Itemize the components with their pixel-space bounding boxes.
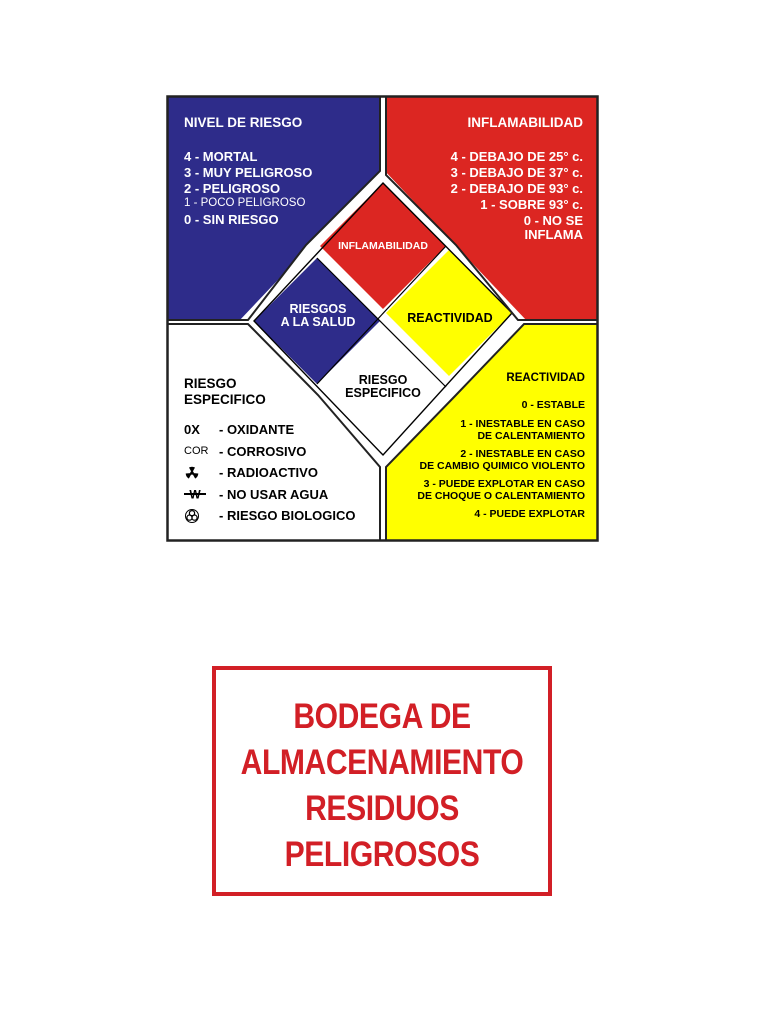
health-title: NIVEL DE RIESGO [184, 115, 303, 130]
legend-row-radioactive [184, 462, 356, 484]
flam-level-1: 1 - SOBRE 93° c. [480, 197, 583, 212]
reac-level-3: 3 - PUEDE EXPLOTAR EN CASO [423, 478, 585, 490]
sign-text [216, 694, 548, 878]
legend-row-no-water [184, 484, 356, 506]
reac-level-4: 4 - PUEDE EXPLOTAR [474, 508, 585, 520]
flam-level-0-cont: INFLAMA [524, 227, 583, 242]
reac-level-2-cont: DE CAMBIO QUIMICO VIOLENTO [419, 460, 585, 472]
reac-level-1-cont: DE CALENTAMIENTO [477, 430, 585, 442]
reac-level-1: 1 - INESTABLE EN CASO [460, 418, 585, 430]
legend-row-oxidizer [184, 419, 356, 441]
flam-level-0: 0 - NO SE [523, 213, 583, 228]
specific-legend [184, 419, 356, 527]
radioactive-label: - RADIOACTIVO [219, 465, 318, 481]
diamond-bottom-label: RIESGO ESPECIFICO [345, 373, 421, 401]
specific-title: RIESGO ESPECIFICO [184, 376, 266, 407]
oxidizer-label: - OXIDANTE [219, 422, 295, 438]
reac-level-2: 2 - INESTABLE EN CASO [460, 448, 585, 460]
health-level-4: 4 - MORTAL [184, 149, 258, 164]
diamond-left-label: RIESGOS A LA SALUD [280, 302, 356, 330]
svg-text:W: W [189, 488, 201, 501]
corrosive-symbol: COR [184, 444, 209, 457]
sign-line-3: RESIDUOS [305, 789, 459, 828]
hazardous-waste-sign [212, 666, 552, 896]
no-water-label: - NO USAR AGUA [219, 486, 329, 502]
flam-level-3: 3 - DEBAJO DE 37° c. [450, 165, 583, 180]
reactivity-levels [417, 399, 585, 520]
flammability-title: INFLAMABILIDAD [467, 115, 583, 130]
reac-level-0: 0 - ESTABLE [521, 399, 585, 411]
biohazard-label: - RIESGO BIOLOGICO [219, 508, 356, 524]
oxidizer-symbol: 0X [184, 422, 200, 438]
reac-level-3-cont: DE CHOQUE O CALENTAMIENTO [417, 490, 585, 502]
corrosive-label: - CORROSIVO [219, 443, 307, 459]
biohazard-icon [184, 508, 219, 524]
diamond-right-label: REACTIVIDAD [407, 311, 493, 325]
health-levels [184, 150, 312, 229]
diamond-top-label: INFLAMABILIDAD [338, 240, 428, 252]
nfpa-panel [166, 95, 599, 542]
sign-line-4: PELIGROSOS [284, 835, 480, 874]
flam-level-2: 2 - DEBAJO DE 93° c. [450, 181, 583, 196]
sign-line-2: ALMACENAMIENTO [240, 743, 524, 782]
health-level-3: 3 - MUY PELIGROSO [184, 165, 313, 180]
legend-row-corrosive [184, 441, 356, 463]
no-water-icon [184, 488, 219, 500]
radioactive-icon [184, 465, 219, 481]
reactivity-title: REACTIVIDAD [506, 372, 585, 384]
health-level-1: 1 - POCO PELIGROSO [184, 197, 306, 209]
flam-level-4: 4 - DEBAJO DE 25° c. [450, 149, 583, 164]
legend-row-biohazard [184, 505, 356, 527]
sign-line-1: BODEGA DE [293, 697, 471, 736]
health-level-2: 2 - PELIGROSO [184, 181, 281, 196]
flammability-levels [451, 150, 583, 244]
health-level-0: 0 - SIN RIESGO [184, 211, 279, 227]
